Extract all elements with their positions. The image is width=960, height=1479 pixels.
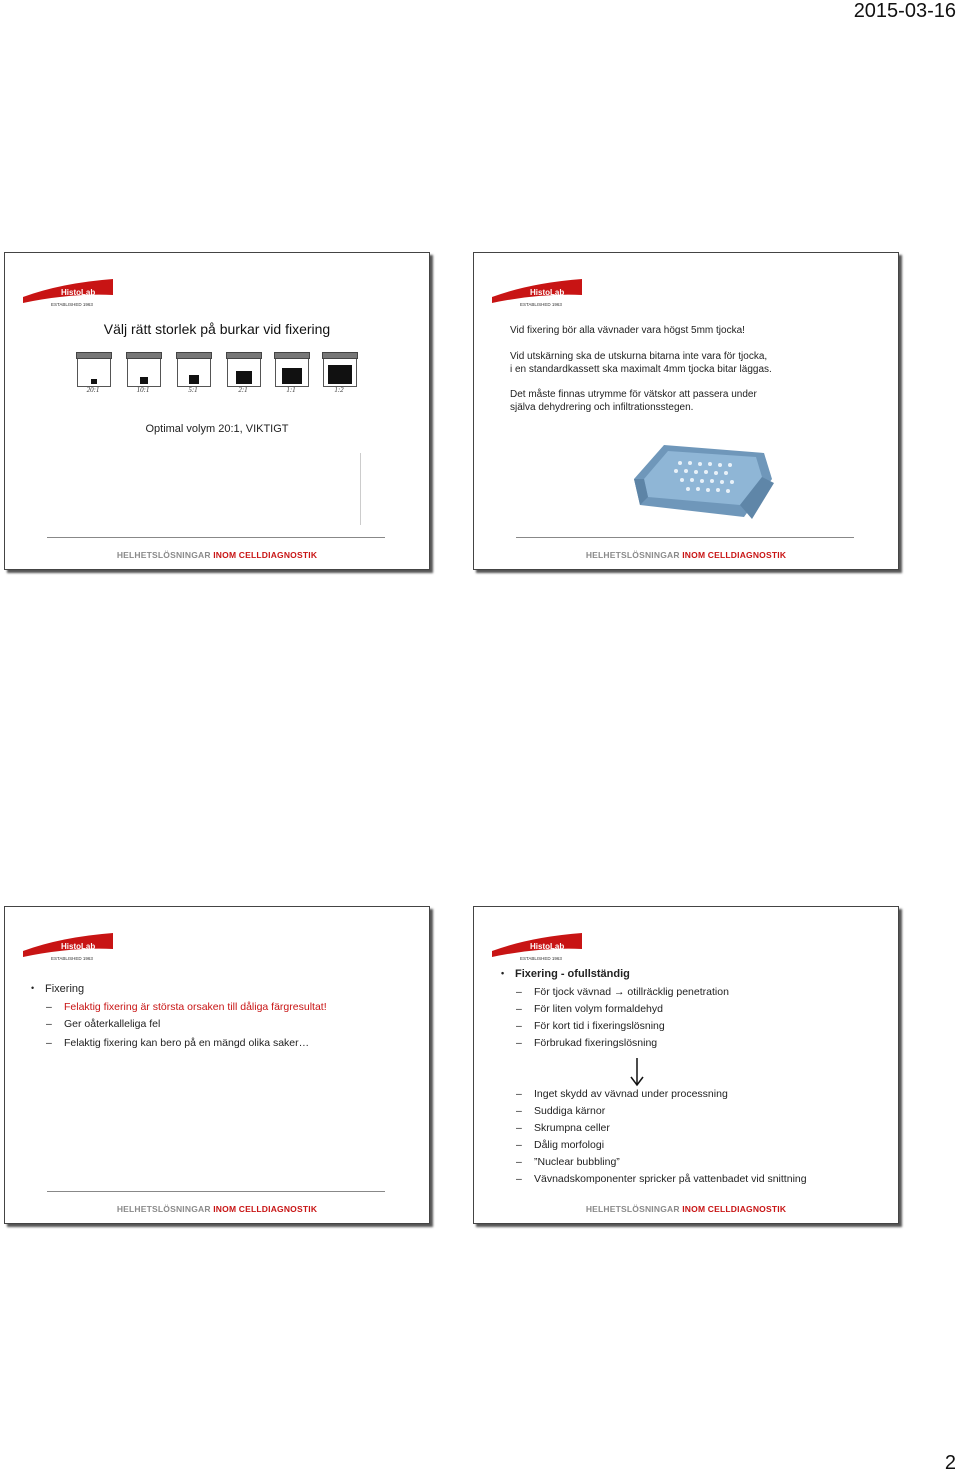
cause-item: – För tjock vävnad → otillräcklig penetration [516, 986, 729, 998]
slide-title: Välj rätt storlek på burkar vid fixering [103, 321, 331, 337]
effect-item: – ”Nuclear bubbling” [516, 1156, 620, 1168]
histolab-logo [490, 929, 586, 963]
svg-text:ESTABLISHED 1963: ESTABLISHED 1963 [520, 956, 562, 961]
svg-text:HistoLab: HistoLab [61, 942, 96, 951]
slide-footer: HELHETSLÖSNINGAR INOM CELLDIAGNOSTIK [116, 550, 318, 560]
ratio-label: 2:1 [238, 386, 248, 394]
svg-text:ESTABLISHED 1963: ESTABLISHED 1963 [51, 956, 93, 961]
jar-1-2 [323, 355, 357, 387]
text-line: Vid fixering bör alla vävnader vara högst 5mm tjocka! [510, 325, 745, 336]
cause-item: – Förbrukad fixeringslösning [516, 1037, 658, 1049]
ratio-label: 5:1 [188, 386, 198, 394]
jar-10-1 [127, 355, 161, 387]
sub-item: – Felaktig fixering är största orsaken till dåliga färgresultat! [46, 1001, 327, 1013]
svg-text:HistoLab: HistoLab [61, 288, 96, 297]
sub-item: – Ger oåterkalleliga fel [46, 1018, 161, 1030]
down-arrow-icon [629, 1057, 645, 1087]
cause-item: – För liten volym formaldehyd [516, 1003, 663, 1015]
effect-item: – Dålig morfologi [516, 1139, 605, 1151]
page-number: 2 [944, 1452, 956, 1474]
ratio-label: 10:1 [136, 386, 150, 394]
optimal-volume-note: Optimal volym 20:1, VIKTIGT [145, 423, 289, 435]
jar-1-1 [275, 355, 309, 387]
slide-footer: HELHETSLÖSNINGAR INOM CELLDIAGNOSTIK [116, 1204, 318, 1214]
jar-5-1 [177, 355, 211, 387]
svg-text:HistoLab: HistoLab [530, 942, 565, 951]
ratio-label: 20:1 [86, 386, 100, 394]
svg-text:HistoLab: HistoLab [530, 288, 565, 297]
page-date: 2015-03-16 [853, 0, 956, 22]
effect-item: – Vävnadskomponenter spricker på vattenbadet vid snittning [516, 1173, 807, 1185]
svg-text:ESTABLISHED 1963: ESTABLISHED 1963 [51, 302, 93, 307]
text-line: i en standardkassett ska maximalt 4mm tjocka bitar läggas. [510, 364, 772, 375]
text-line: Det måste finnas utrymme för vätskor att passera under [510, 389, 757, 400]
ratio-label: 1:1 [286, 386, 296, 394]
jar-20-1 [77, 355, 111, 387]
footer-rule [516, 537, 854, 538]
jar-2-1 [227, 355, 261, 387]
footer-rule [47, 537, 385, 538]
tissue-cassette-image [624, 439, 780, 529]
slide-1 [4, 252, 430, 570]
slide-footer: HELHETSLÖSNINGAR INOM CELLDIAGNOSTIK [585, 1204, 787, 1214]
sub-item: – Felaktig fixering kan bero på en mängd olika saker… [46, 1037, 310, 1049]
slide-3 [4, 906, 430, 1224]
histolab-logo [21, 929, 117, 963]
effect-item: – Inget skydd av vävnad under processning [516, 1088, 728, 1100]
cause-item: – För kort tid i fixeringslösning [516, 1020, 665, 1032]
bullet-item: • Fixering - ofullständig [501, 968, 630, 980]
slide-footer: HELHETSLÖSNINGAR INOM CELLDIAGNOSTIK [585, 550, 787, 560]
footer-rule [47, 1191, 385, 1192]
ratio-label: 1:2 [334, 386, 344, 394]
histolab-logo [490, 275, 586, 309]
text-line: Vid utskärning ska de utskurna bitarna inte vara för tjocka, [510, 351, 768, 362]
effect-item: – Suddiga kärnor [516, 1105, 606, 1117]
slide-2 [473, 252, 899, 570]
histolab-logo [21, 275, 117, 309]
slide-4 [473, 906, 899, 1224]
divider [360, 453, 361, 525]
bullet-item: • Fixering [31, 983, 85, 995]
text-line: själva dehydrering och infiltrationsstegen. [510, 402, 694, 413]
svg-text:ESTABLISHED 1963: ESTABLISHED 1963 [520, 302, 562, 307]
effect-item: – Skrumpna celler [516, 1122, 610, 1134]
